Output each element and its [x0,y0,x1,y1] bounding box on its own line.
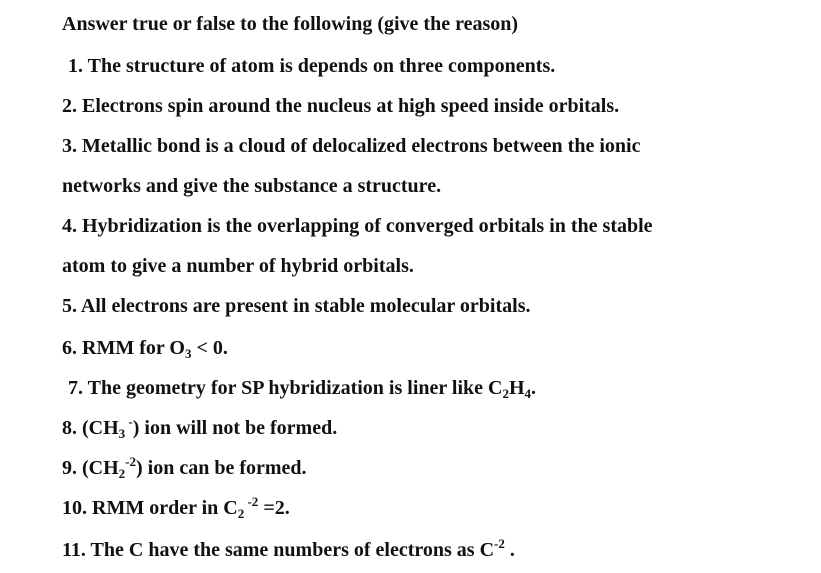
question-10-text: 10. RMM order in C [62,497,238,519]
question-3-line-2: networks and give the substance a structure. [62,175,442,197]
question-8-tail: ) ion will not be formed. [132,417,338,439]
question-10-superscript: -2 [244,494,259,509]
question-6-subscript: 3 [184,346,192,361]
question-9-subscript: 2 [118,466,126,481]
question-8-subscript: 3 [118,426,126,441]
question-7-subscript-2: 4 [524,386,532,401]
question-9-tail: ) ion can be formed. [136,457,307,479]
question-10-subscript: 2 [237,506,245,521]
question-7-text: 7. The geometry for SP hybridization is liner like C [68,377,503,399]
question-3-line-1: 3. Metallic bond is a cloud of delocalized electrons between the ionic [62,135,641,157]
question-11-superscript: -2 [494,536,505,551]
question-2: 2. Electrons spin around the nucleus at high speed inside orbitals. [62,95,620,117]
question-4-line-2: atom to give a number of hybrid orbitals. [62,255,414,277]
question-8-superscript: - [125,414,133,429]
question-10-tail: =2. [258,497,290,519]
question-9-superscript: -2 [125,454,137,469]
worksheet-heading: Answer true or false to the following (give the reason) [62,13,519,35]
question-6-text: 6. RMM for O [62,337,185,359]
question-7-tail: . [531,377,537,399]
question-11 [62,538,515,562]
question-6-tail: < 0. [191,337,228,359]
question-7-subscript-1: 2 [502,386,509,401]
question-7 [68,376,536,400]
question-7-middle: H [508,377,525,399]
question-5: 5. All electrons are present in stable molecular orbitals. [62,295,531,317]
question-6 [62,336,228,360]
question-1: 1. The structure of atom is depends on three components. [68,55,556,77]
question-8 [62,416,337,440]
question-9 [62,456,307,480]
question-4-line-1: 4. Hybridization is the overlapping of converged orbitals in the stable [62,215,653,237]
question-11-tail: . [504,539,515,561]
question-9-text: 9. (CH [62,457,119,479]
question-8-text: 8. (CH [62,417,119,439]
question-11-text: 11. The C have the same numbers of electrons as C [62,539,495,561]
question-10 [62,496,290,520]
